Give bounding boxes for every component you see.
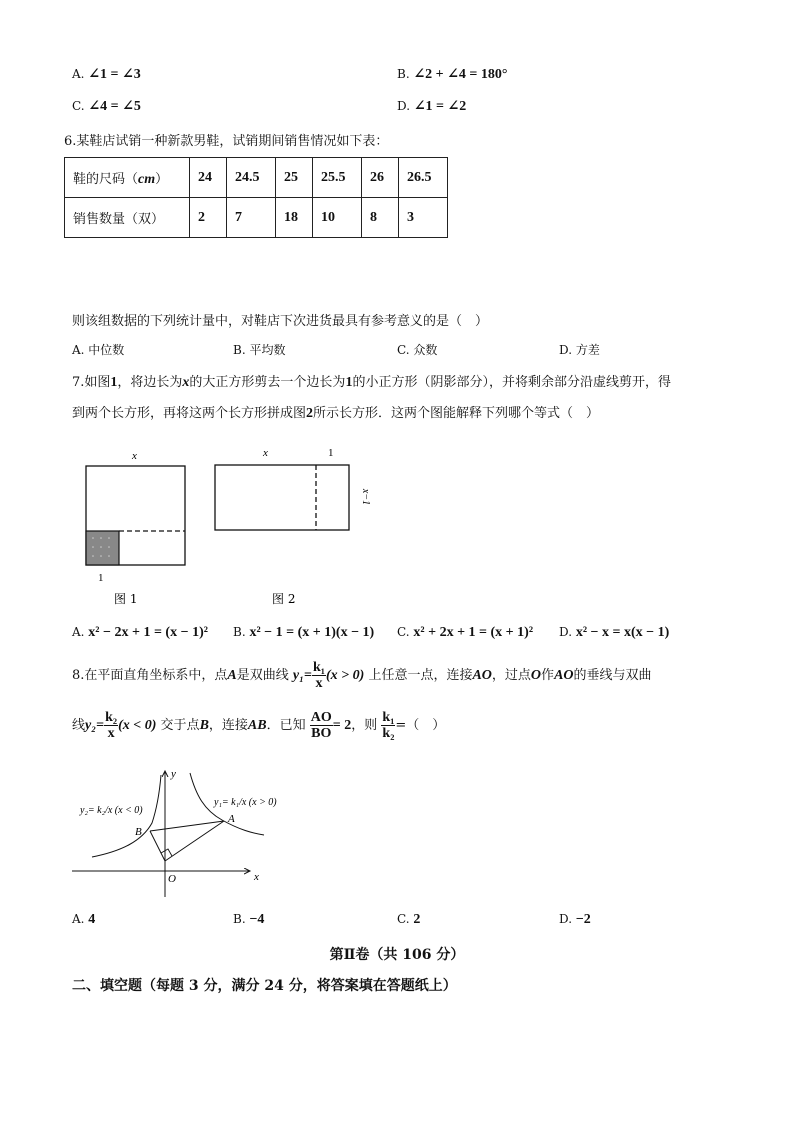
count-cell: 18	[276, 198, 313, 238]
q5-option-c: C. ∠4 = ∠5	[72, 99, 141, 114]
q6-option-c: C. 众数	[397, 343, 438, 357]
q7-option-d: D. x² − x = x(x − 1)	[559, 625, 670, 640]
y-axis-label: y	[171, 768, 176, 780]
right-curve-label: y₁= k₁/x (x > 0)	[214, 797, 277, 808]
segment-bo	[150, 831, 165, 861]
q5-option-a: A. ∠1 = ∠3	[72, 67, 141, 82]
count-cell: 10	[313, 198, 362, 238]
fig1-x-label: x	[132, 450, 137, 462]
point-a-label: A	[228, 813, 235, 825]
count-label-cell: 销售数量（双）	[65, 198, 190, 238]
q8-option-d: D. −2	[559, 912, 591, 927]
q7-stem-line2: 到两个长方形，再将这两个长方形拼成图2所示长方形．这两个图能解释下列哪个等式（ ）	[72, 406, 600, 421]
size-label-cell: 鞋的尺码（cm）	[65, 158, 190, 198]
segment-ab	[150, 821, 224, 831]
x-axis-label: x	[254, 871, 259, 883]
q7-stem-line1: 7.如图1，将边长为x的大正方形剪去一个边长为1的小正方形（阴影部分），并将剩余部分沿虚线剪开，得	[72, 375, 671, 390]
size-cell: 24.5	[227, 158, 276, 198]
size-cell: 26.5	[399, 158, 448, 198]
segment-ao	[165, 821, 224, 861]
left-curve-label: y₂= k₂/x (x < 0)	[80, 805, 143, 816]
count-cell: 3	[399, 198, 448, 238]
q7-option-a: A. x² − 2x + 1 = (x − 1)²	[72, 625, 208, 640]
q5-option-d: D. ∠1 = ∠2	[397, 99, 467, 114]
shaded-square	[86, 531, 119, 565]
q6-stem: 6.某鞋店试销一种新款男鞋，试销期间销售情况如下表：	[64, 134, 389, 149]
fig2-side-label: x−1	[360, 488, 371, 506]
q6-question: 则该组数据的下列统计量中，对鞋店下次进货最具有参考意义的是（ ）	[72, 314, 489, 329]
origin-label: O	[168, 873, 176, 885]
size-cell: 26	[362, 158, 399, 198]
size-cell: 25.5	[313, 158, 362, 198]
q7-figures	[80, 445, 380, 615]
figure-2	[215, 447, 371, 606]
shoe-sales-table	[64, 157, 448, 238]
q6-option-d: D. 方差	[559, 343, 600, 357]
q7-option-b: B. x² − 1 = (x + 1)(x − 1)	[233, 625, 375, 640]
right-angle-mark	[161, 849, 172, 856]
q8-option-c: C. 2	[397, 912, 421, 927]
q7-option-c: C. x² + 2x + 1 = (x + 1)²	[397, 625, 534, 640]
fig2-1-label: 1	[328, 447, 334, 459]
q6-option-a: A. 中位数	[72, 343, 125, 357]
table-row	[65, 198, 448, 238]
left-branch	[92, 775, 161, 857]
fig1-1-label: 1	[98, 572, 104, 584]
size-cell: 25	[276, 158, 313, 198]
q8-stem-line2: 线y₂= $\frac{\text{k₂}}{x}$ (x < 0) 交于点B，连接AB．已知 $\frac{AO}{BO}$ = 2，则 $\frac{\text{k₁}}{\text{k₂}}$ =（ ）	[72, 710, 446, 741]
count-cell: 7	[227, 198, 276, 238]
fig2-caption: 图 2	[272, 592, 296, 606]
figure-1	[86, 450, 185, 606]
section-heading: 二、填空题（每题 3 分，满分 24 分，将答案填在答题纸上）	[72, 978, 457, 994]
fig1-caption: 图 1	[114, 592, 138, 606]
q6-option-b: B. 平均数	[233, 343, 286, 357]
q8-hyperbola-graph	[72, 765, 312, 900]
count-cell: 2	[190, 198, 227, 238]
q8-option-a: A. 4	[72, 912, 96, 927]
size-cell: 24	[190, 158, 227, 198]
section-title: 第Ⅱ卷（共 106 分）	[329, 947, 465, 963]
q8-option-b: B. −4	[233, 912, 265, 927]
q8-stem-line1: 8.在平面直角坐标系中，点A是双曲线 y₁= $\frac{\text{k₁}}{x}$ (x > 0) 上任意一点，连接AO，过点O作AO的垂线与双曲	[72, 660, 652, 691]
point-b-label: B	[135, 826, 142, 838]
fig2-x-label: x	[263, 447, 268, 459]
q5-option-b: B. ∠2 + ∠4 = 180°	[397, 67, 508, 82]
table-row	[65, 158, 448, 198]
count-cell: 8	[362, 198, 399, 238]
